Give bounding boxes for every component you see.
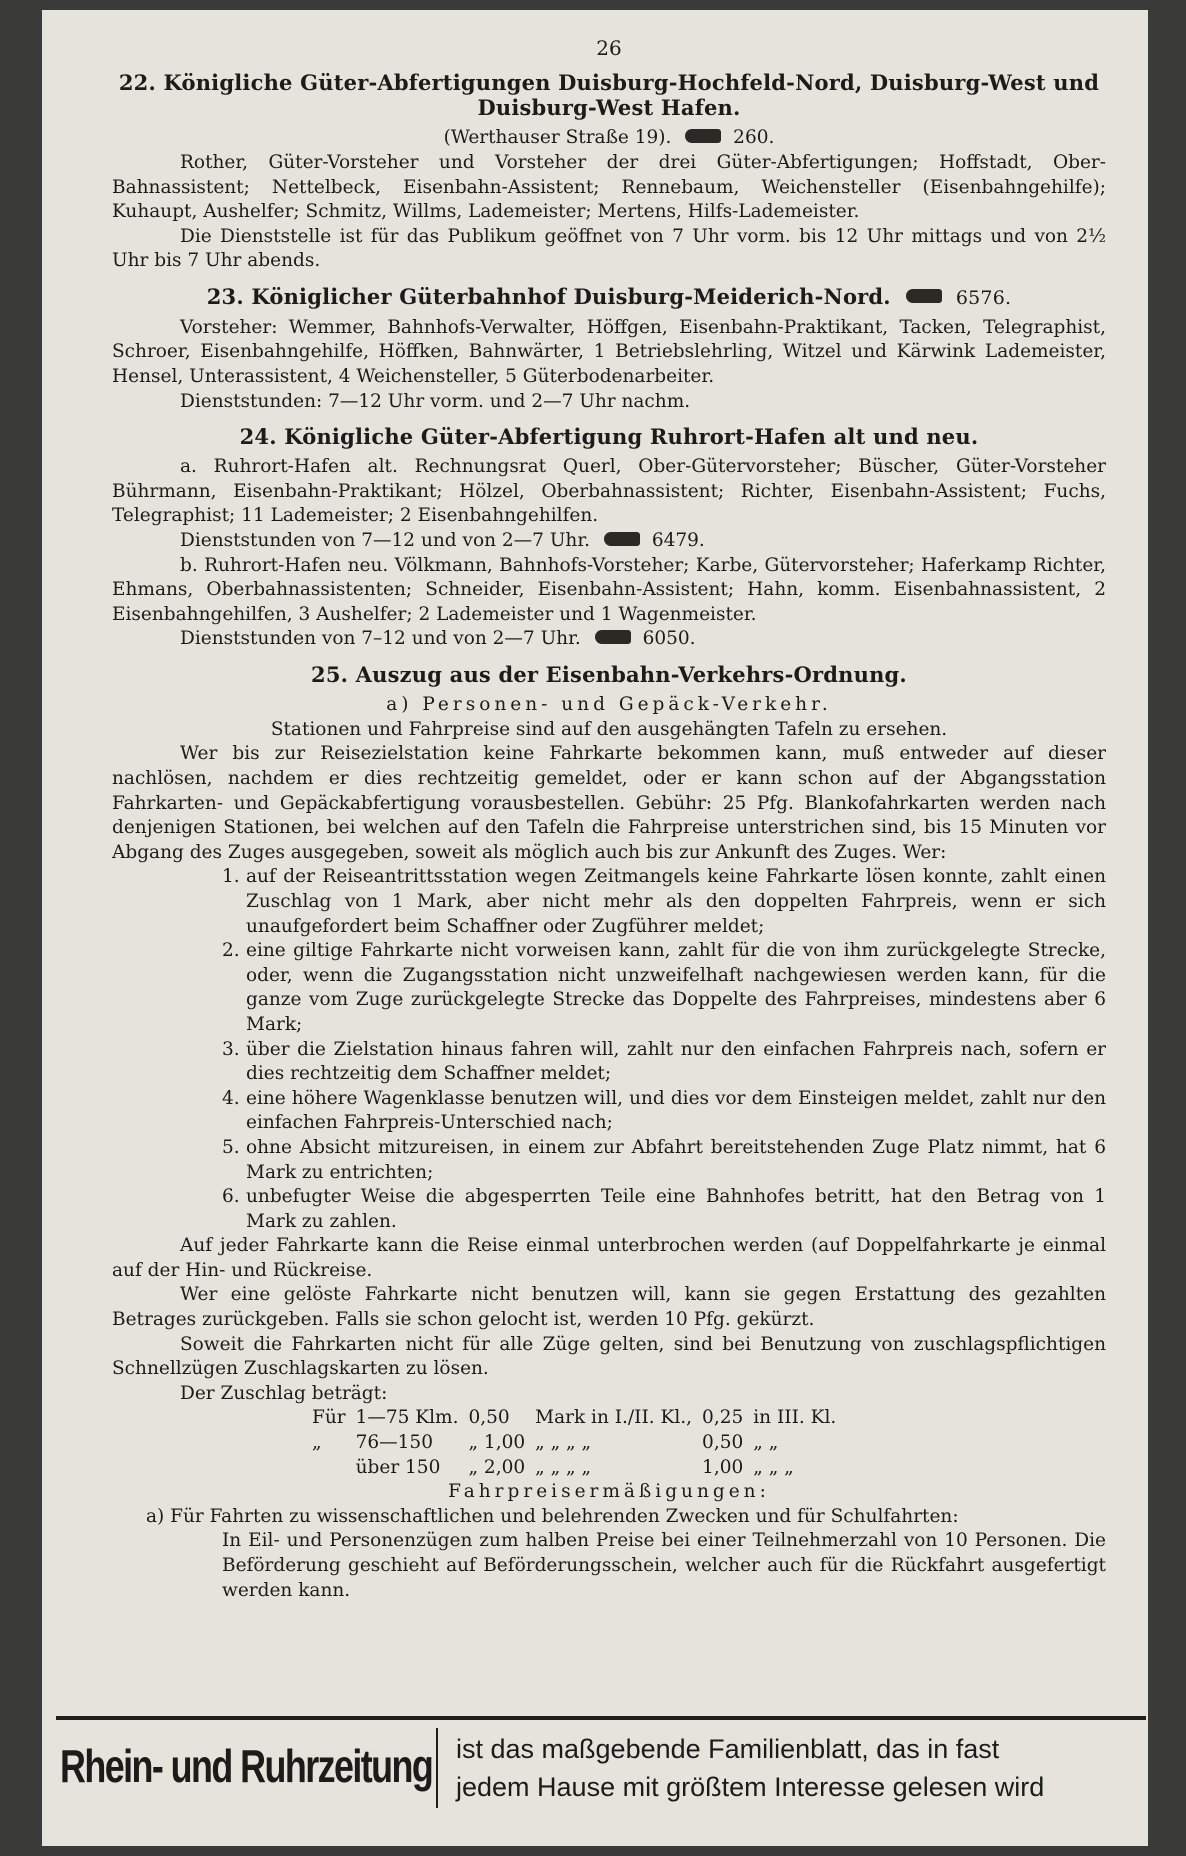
- section-23-hours: Dienststunden: 7—12 Uhr vorm. und 2—7 Uhr nachm.: [180, 390, 691, 412]
- list-item: 5. ohne Absicht mitzureisen, in einem zur Abfahrt bereitstehenden Zuge Platz nimmt, hat 6 Mark zu entrichten;: [222, 1136, 1106, 1183]
- ad-divider: [436, 1728, 438, 1808]
- list-item: 4. eine höhere Wagenklasse benutzen will, und dies vor dem Einsteigen meldet, zahlt nur den einfachen Fahrpreis-Unterschied nach;: [222, 1087, 1106, 1134]
- section-22: [112, 70, 1106, 274]
- fare-intro: Der Zuschlag beträgt:: [180, 1382, 388, 1404]
- section-25-heading: 25. Auszug aus der Eisenbahn-Verkehrs-Ordnung.: [311, 662, 907, 688]
- ad-slogan-line-2: jedem Hause mit größtem Interesse gelesen wird: [456, 1772, 1045, 1802]
- table-row: über 150 „ 2,00 „ „ „ „ 1,00 „ „ „: [355, 1456, 794, 1478]
- section-24-heading: 24. Königliche Güter-Abfertigung Ruhrort-Hafen alt und neu.: [239, 424, 979, 450]
- list-item: 3. über die Zielstation hinaus fahren will, zahlt nur den einfachen Fahrpreis nach, sofern er dies rechtzeitig dem Schaffner meldet;: [222, 1038, 1106, 1085]
- page-number: 26: [596, 36, 622, 60]
- list-item: 6. unbefugter Weise die abgesperrten Teile eine Bahnhofes betritt, hat den Betrag von 1 Mark zu zahlen.: [222, 1186, 1106, 1232]
- reduction-a-text: In Eil- und Personenzügen zum halben Preise bei einer Teilnehmerzahl von 10 Personen. Die Beförderung geschieht auf Beförderungsschein, welcher auch für die Rückfahrt ausgefertigt werden kann.: [222, 1530, 1106, 1601]
- rules-list: [222, 865, 1106, 1234]
- ad-top-rule: [56, 1716, 1146, 1720]
- section-25: [112, 662, 1106, 1603]
- section-24: [112, 424, 1106, 652]
- section-24-a-hours-line: [112, 529, 1106, 554]
- section-24-a-text: a. Ruhrort-Hafen alt. Rechnungsrat Querl, Ober-Gütervorsteher; Büscher, Güter-Vorsteher Bührmann, Eisenbahn-Praktikant; Hölzel, Oberbahnassistent; Richter, Eisenbahn-Assistent; Fuchs, Telegraphist; 11 Lademeister; 2 Eisenbahngehilfen.: [112, 456, 1106, 527]
- table-row: „ 76—150 „ 1,00 „ „ „ „ 0,50 „ „: [312, 1432, 779, 1454]
- section-23-heading-line: [112, 284, 1106, 310]
- ad-title: Rhein- und Ruhrzeitung: [60, 1740, 433, 1792]
- section-23-heading: 23. Königlicher Güterbahnhof Duisburg-Meiderich-Nord.: [206, 283, 891, 309]
- section-23-phone: 6576.: [955, 286, 1012, 309]
- section-25-subheading: a) Personen- und Gepäck-Verkehr.: [386, 694, 832, 716]
- section-22-staff: Rother, Güter-Vorsteher und Vorsteher der drei Güter-Abfertigungen; Hoffstadt, Ober-Bahnassistent; Nettelbeck, Eisenbahn-Assistent; Rennebaum, Weichensteller (Eisenbahngehilfe); Kuhaupt, Aushelfer; Schmitz, Willms, Lademeister; Mertens, Hilfs-Lademeister.: [112, 151, 1106, 223]
- section-25-para1: Wer bis zur Reisezielstation keine Fahrkarte bekommen kann, muß entweder auf dieser nachlösen, nachdem er dies rechtzeitig gemeldet, oder er kann schon auf der Abgangsstation Fahrkarten- und Gepäckabfertigung vorausbestellen. Gebühr: 25 Pfg. Blankofahrkarten werden nach denjenigen Stationen, bei welchen auf den Tafeln die Fahrpreise unterstrichen sind, bis 15 Minuten vor Abgang des Zuges ausgegeben, soweit als möglich auch bis zur Ankunft des Zuges. Wer:: [112, 743, 1106, 863]
- section-22-address-line: [112, 126, 1106, 151]
- section-22-phone: 260.: [733, 127, 775, 149]
- document-page: [42, 10, 1148, 1846]
- telephone-icon: [685, 129, 721, 143]
- ad-slogan-line-1: ist das maßgebende Familienblatt, das in fast: [456, 1734, 1000, 1764]
- section-23: [112, 284, 1106, 414]
- surcharge-table: [312, 1406, 846, 1480]
- newspaper-advertisement: [56, 1716, 1146, 1812]
- list-item: 1. auf der Reiseantrittsstation wegen Zeitmangels keine Fahrkarte lösen konnte, zahlt einen Zuschlag von 1 Mark, aber nicht mehr als den doppelten Fahrpreis, wenn er sich unaufgefordert beim Schaffner oder Zugführer meldet;: [222, 866, 1106, 937]
- section-25-intro: Stationen und Fahrpreise sind auf den ausgehängten Tafeln zu ersehen.: [270, 718, 948, 740]
- ad-slogan: [456, 1730, 1116, 1806]
- telephone-icon: [595, 630, 631, 644]
- section-24-a-hours: Dienststunden von 7—12 und von 2—7 Uhr.: [180, 530, 591, 552]
- section-22-heading: 22. Königliche Güter-Abfertigungen Duisburg-Hochfeld-Nord, Duisburg-West und Duisburg-West Hafen.: [118, 70, 1100, 121]
- section-25-para2: Auf jeder Fahrkarte kann die Reise einmal unterbrochen werden (auf Doppelfahrkarte je einmal auf der Hin- und Rückreise.: [112, 1235, 1106, 1281]
- section-25-para3: Wer eine gelöste Fahrkarte nicht benutzen will, kann sie gegen Erstattung des gezahlten Betrages zurückgeben. Falls sie schon gelocht ist, werden 10 Pfg. gekürzt.: [112, 1284, 1106, 1331]
- reduction-a: a) Für Fahrten zu wissenschaftlichen und belehrenden Zwecken und für Schulfahrten:: [146, 1505, 959, 1527]
- section-22-hours: Die Dienststelle ist für das Publikum geöffnet von 7 Uhr vorm. bis 12 Uhr mittags und von 2½ Uhr bis 7 Uhr abends.: [112, 225, 1106, 272]
- table-row: Für 1—75 Klm. 0,50 Mark in I./II. Kl., 0,25 in III. Kl.: [312, 1407, 837, 1429]
- reductions-heading: Fahrpreisermäßigungen:: [448, 1481, 770, 1503]
- section-25-para4: Soweit die Fahrkarten nicht für alle Züge gelten, sind bei Benutzung von zuschlagspflichtigen Schnellzügen Zuschlagskarten zu lösen.: [112, 1333, 1106, 1380]
- section-24-a-phone: 6479.: [651, 530, 705, 552]
- telephone-icon: [906, 289, 942, 303]
- section-24-b-phone: 6050.: [642, 628, 696, 650]
- section-24-b-hours: Dienststunden von 7–12 und von 2—7 Uhr.: [180, 628, 581, 650]
- section-23-staff: Vorsteher: Wemmer, Bahnhofs-Verwalter, Höffgen, Eisenbahn-Praktikant, Tacken, Telegraphist, Schroer, Eisenbahngehilfe, Höffken, Bahnwärter, 1 Betriebslehrling, Witzel und Kärwink Lademeister, Hensel, Unterassistent, 4 Weichensteller, 5 Güterbodenarbeiter.: [112, 316, 1106, 387]
- list-item: 2. eine giltige Fahrkarte nicht vorweisen kann, zahlt für die von ihm zurückgelegte Strecke, oder, wenn die Zugangsstation nicht unzweifelhaft nachgewiesen werden kann, für die ganze vom Zuge zurückgelegte Strecke das Doppelte des Fahrpreises, mindestens aber 6 Mark;: [222, 940, 1106, 1035]
- section-24-b-hours-line: [112, 627, 1106, 652]
- section-22-address: (Werthauser Straße 19).: [443, 127, 672, 149]
- section-24-b-text: b. Ruhrort-Hafen neu. Völkmann, Bahnhofs-Vorsteher; Karbe, Gütervorsteher; Haferkamp Richter, Ehmans, Oberbahnassistenten; Schneider, Eisenbahn-Assistent; Hahn, komm. Eisenbahnassistent, 2 Eisenbahngehilfen, 3 Aushelfer; 2 Lademeister und 1 Wagenmeister.: [112, 554, 1106, 625]
- telephone-icon: [604, 532, 640, 546]
